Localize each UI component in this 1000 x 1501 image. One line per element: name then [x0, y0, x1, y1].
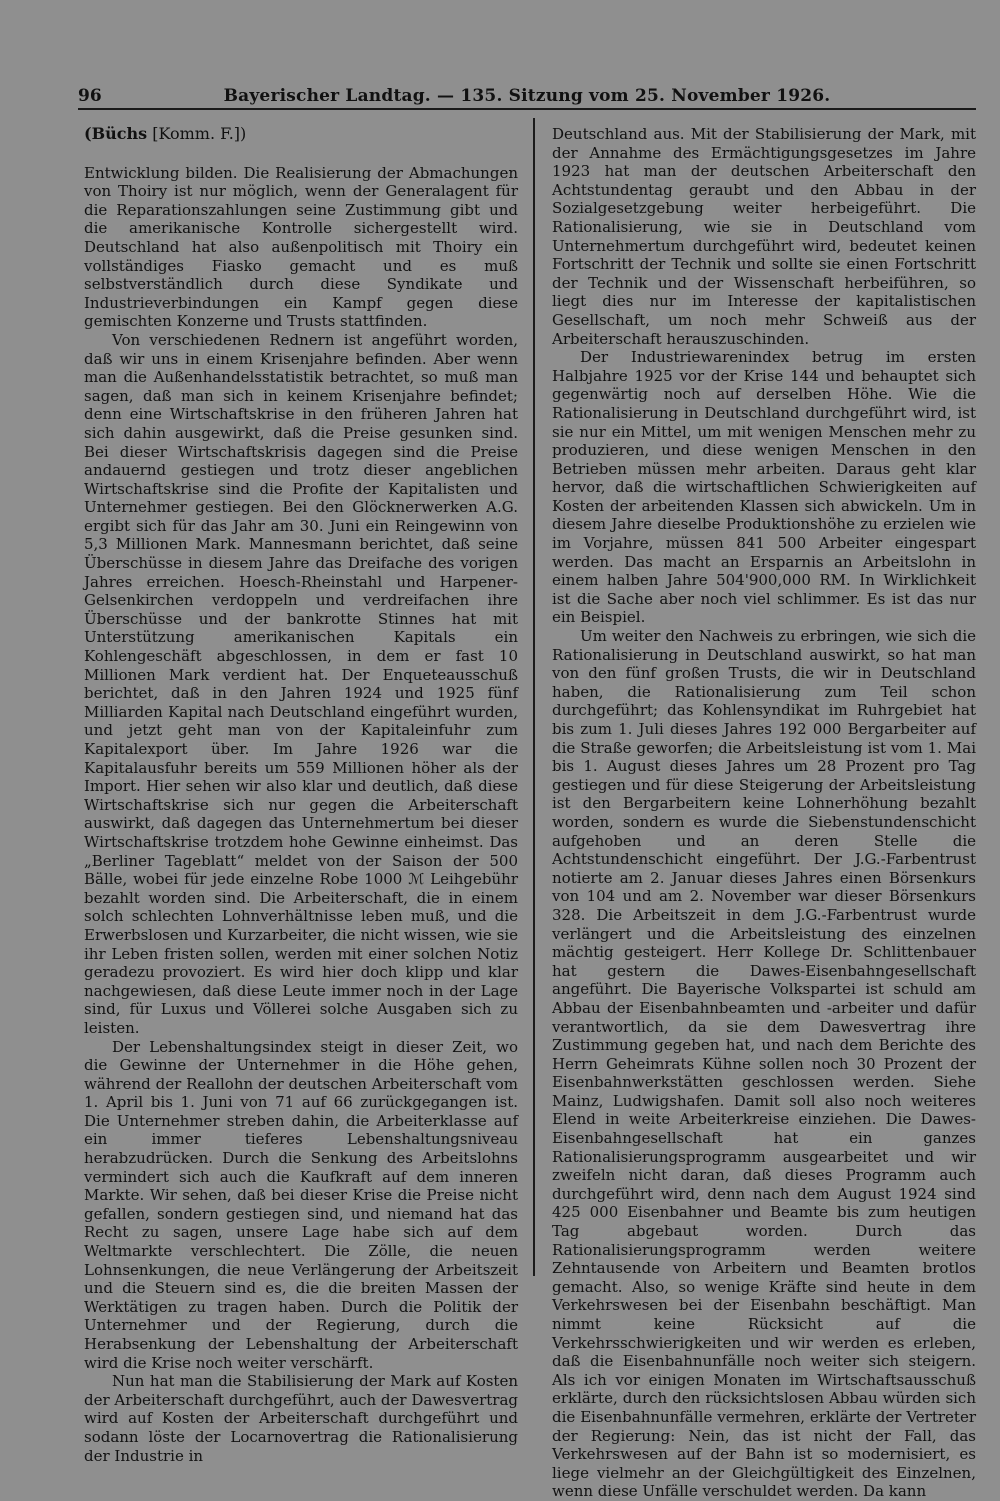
- speaker-label: [84, 125, 518, 144]
- paragraph: Der Lebenshaltungsindex steigt in dieser Zeit, wo die Gewinne der Unternehmer in die Höhe gehen, während der Reallohn der deutschen Arbeiterschaft vom 1. April bis 1. Juni von 71 auf 66 zurückgegangen ist. Die Unternehmer streben dahin, die Arbeiterklasse auf ein immer tieferes Lebenshaltungsniveau herabzudrücken. Durch die Senkung des Arbeitslohns vermindert sich auch die Kaufkraft auf dem inneren Markte. Wir sehen, daß bei dieser Krise die Preise nicht gefallen, sondern gestiegen sind, und niemand hat das Recht zu sagen, unsere Lage habe sich auf dem Weltmarkte verschlechtert. Die Zölle, die neuen Lohnsenkungen, die neue Verlängerung der Arbeitszeit und die Steuern sind es, die die breiten Massen der Werktätigen zu tragen haben. Durch die Politik der Unternehmer und der Regierung, durch die Herabsenkung der Lebenshaltung der Arbeiterschaft wird die Krise noch weiter verschärft.: [84, 1037, 518, 1372]
- paragraph: Um weiter den Nachweis zu erbringen, wie sich die Rationalisierung in Deutschland auswirkt, so hat man von den fünf großen Trusts, die wir in Deutschland haben, die Rationalisierung zum Teil schon durchgeführt; das Kohlensyndikat im Ruhrgebiet hat bis zum 1. Juli dieses Jahres 192 000 Bergarbeiter auf die Straße geworfen; die Arbeitsleistung ist vom 1. Mai bis 1. August dieses Jahres um 28 Prozent pro Tag gestiegen und für diese Steigerung der Arbeitsleistung ist den Bergarbeitern keine Lohnerhöhung bezahlt worden, sondern es wurde die Siebenstundenschicht aufgehoben und an deren Stelle die Achtstundenschicht eingeführt. Der J.G.-Farbentrust notierte am 2. Januar dieses Jahres einen Börsenkurs von 104 und am 2. November war dieser Börsenkurs 328. Die Arbeitszeit in dem J.G.-Farbentrust wurde verlängert und die Arbeitsleistung des einzelnen mächtig gesteigert. Herr Kollege Dr. Schlittenbauer hat gestern die Dawes-Eisenbahngesellschaft angeführt. Die Bayerische Volkspartei ist schuld am Abbau der Eisenbahnbeamten und -arbeiter und dafür verantwortlich, da sie dem Dawesvertrag ihre Zustimmung gegeben hat, und nach dem Berichte des Herrn Geheimrats Kühne sollen noch 30 Prozent der Eisenbahnwerkstätten geschlossen werden. Siehe Mainz, Ludwigshafen. Damit soll also noch weiteres Elend in weite Arbeiterkreise einziehen. Die Dawes-Eisenbahngesellschaft hat ein ganzes Rationalisierungsprogramm ausgearbeitet und wir zweifeln nicht daran, daß dieses Programm auch durchgeführt wird, denn nach dem August 1924 sind 425 000 Eisenbahner und Beamte bis zum heutigen Tag abgebaut worden. Durch das Rationalisierungsprogramm werden weitere Zehntausende von Arbeitern und Beamten brotlos gemacht. Also, so wenige Kräfte sind heute in dem Verkehrswesen bei der Eisenbahn beschäftigt. Man nimmt keine Rücksicht auf die Verkehrsschwierigkeiten und wir werden es erleben, daß die Eisenbahnunfälle noch weiter sich steigern. Als ich vor einigen Monaten im Wirtschaftsausschuß erklärte, durch den rücksichtslosen Abbau würden sich die Eisenbahnunfälle vermehren, erklärte der Vertreter der Regierung: Nein, das ist nicht der Fall, das Verkehrswesen auf der Bahn ist so modernisiert, es liege vielmehr an der Gleichgültigkeit des Einzelnen, wenn diese Unfälle verschuldet werden. Da kann: [552, 627, 976, 1501]
- running-head: Bayerischer Landtag. — 135. Sitzung vom 25. November 1926.: [223, 86, 831, 106]
- paragraph: Von verschiedenen Rednern ist angeführt worden, daß wir uns in einem Krisenjahre befinden. Aber wenn man die Außenhandelsstatistik betrachtet, so muß man sagen, daß man sich in keinem Krisenjahre befindet; denn eine Wirtschaftskrise in den früheren Jahren hat sich dahin ausgewirkt, daß die Preise gesunken sind. Bei dieser Wirtschaftskrisis dagegen sind die Preise andauernd gestiegen und trotz dieser angeblichen Wirtschaftskrise sind die Profite der Kapitalisten und Unternehmer gestiegen. Bei den Glöcknerwerken A.G. ergibt sich für das Jahr am 30. Juni ein Reingewinn von 5,3 Millionen Mark. Mannesmann berichtet, daß seine Überschüsse in diesem Jahre das Dreifache des vorigen Jahres erreichen. Hoesch-Rheinstahl und Harpener-Gelsenkirchen verdoppeln und verdreifachen ihre Überschüsse und der bankrotte Stinnes hat mit Unterstützung amerikanischen Kapitals ein Kohlengeschäft abgeschlossen, in dem er fast 10 Millionen Mark verdient hat. Der Enqueteausschuß berichtet, daß in den Jahren 1924 und 1925 fünf Milliarden Kapital nach Deutschland eingeführt wurden, und jetzt geht man von der Kapitaleinfuhr zum Kapitalexport über. Im Jahre 1926 war die Kapitalausfuhr bereits um 559 Millionen höher als der Import. Hier sehen wir also klar und deutlich, daß diese Wirtschaftskrise sich nur gegen die Arbeiterschaft auswirkt, daß dagegen das Unternehmertum bei dieser Wirtschaftskrise trotzdem hohe Gewinne einheimst. Das „Berliner Tageblatt“ meldet von der Saison der 500 Bälle, wobei für jede einzelne Robe 1000 ℳ Leihgebühr bezahlt worden sind. Die Arbeiterschaft, die in einem solch schlechten Lohnverhältnisse leben muß, und die Erwerbslosen und Kurzarbeiter, die nicht wissen, wie sie ihr Leben fristen sollen, werden mit einer solchen Notiz geradezu provoziert. Es wird hier doch klipp und klar nachgewiesen, daß diese Leute immer noch in der Lage sind, für Luxus und Völlerei solche Ausgaben sich zu leisten.: [84, 330, 518, 1037]
- column-divider: [533, 118, 535, 1276]
- page-header: [78, 84, 976, 110]
- right-column: [552, 125, 976, 1501]
- speaker-name: (Büchs: [84, 124, 148, 143]
- left-column: [84, 124, 518, 1465]
- page-number: 96: [78, 86, 102, 106]
- paragraph: Der Industriewarenindex betrug im ersten Halbjahre 1925 vor der Krise 144 und behauptet sich gegenwärtig noch auf derselben Höhe. Wie die Rationalisierung in Deutschland durchgeführt wird, ist sie nur ein Mittel, um mit wenigen Menschen mehr zu produzieren, und diese wenigen Menschen in den Betrieben müssen mehr arbeiten. Daraus geht klar hervor, daß die wirtschaftlichen Schwierigkeiten auf Kosten der arbeitenden Klassen sich abwickeln. Um in diesem Jahre dieselbe Produktionshöhe zu erzielen wie im Vorjahre, müssen 841 500 Arbeiter eingespart werden. Das macht an Ersparnis an Arbeitslohn in einem halben Jahre 504'900,000 RM. In Wirklichkeit ist die Sache aber noch viel schlimmer. Es ist das nur ein Beispiel.: [552, 348, 976, 627]
- paragraph: Entwicklung bilden. Die Realisierung der Abmachungen von Thoiry ist nur möglich, wenn der Generalagent für die Reparationszahlungen seine Zustimmung gibt und die amerikanische Kontrolle sichergestellt wird. Deutschland hat also außenpolitisch mit Thoiry ein vollständiges Fiasko gemacht und es muß selbstverständlich durch diese Syndikate und Industrieverbindungen ein Kampf gegen diese gemischten Konzerne und Trusts stattfinden.: [84, 163, 518, 331]
- speaker-party: [Komm. F.]): [147, 124, 247, 143]
- paragraph: Nun hat man die Stabilisierung der Mark auf Kosten der Arbeiterschaft durchgeführt, auch der Dawesvertrag wird auf Kosten der Arbeiterschaft durchgeführt und sodann löste der Locarnovertrag die Rationalisierung der Industrie in: [84, 1372, 518, 1465]
- paragraph: Deutschland aus. Mit der Stabilisierung der Mark, mit der Annahme des Ermächtigungsgesetzes im Jahre 1923 hat man der deutschen Arbeiterschaft den Achtstundentag geraubt und den Abbau in der Sozialgesetzgebung weiter herbeigeführt. Die Rationalisierung, wie sie in Deutschland vom Unternehmertum durchgeführt wird, bedeutet keinen Fortschritt der Technik und sollte sie einen Fortschritt der Technik und der Wissenschaft herbeiführen, so liegt dies nur im Interesse der kapitalistischen Gesellschaft, um noch mehr Schweiß aus der Arbeiterschaft herauszuschinden.: [552, 125, 976, 348]
